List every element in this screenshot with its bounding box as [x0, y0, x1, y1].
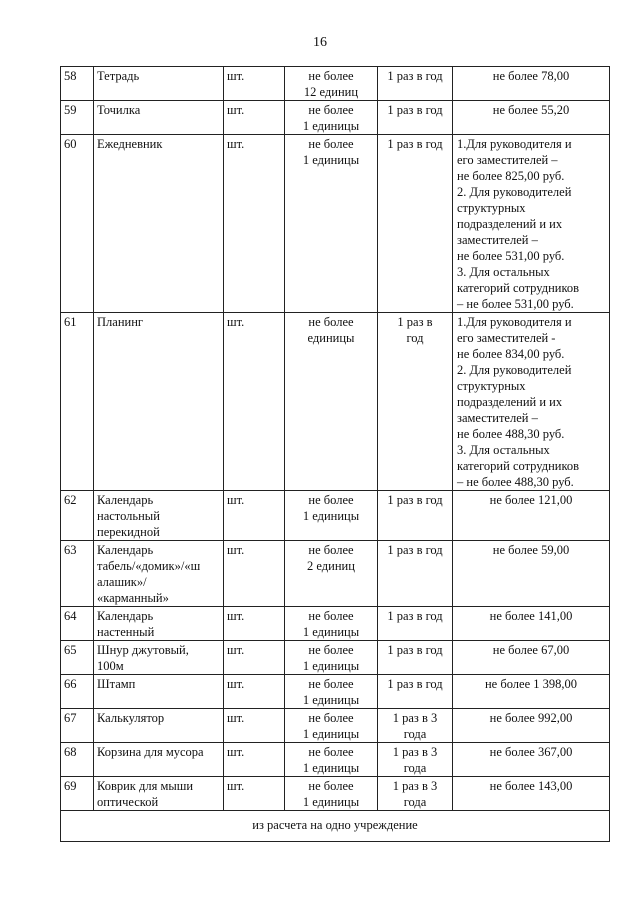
unit: шт.: [224, 541, 285, 607]
item-name: [94, 777, 224, 811]
quantity-line: не более: [308, 779, 354, 793]
quantity-line: 1 единицы: [302, 119, 360, 133]
price-limit: [453, 313, 610, 491]
quantity-line: единицы: [307, 331, 355, 345]
frequency: [378, 491, 453, 541]
frequency-line: 1 раз в 3: [392, 745, 438, 759]
frequency-line: 1 раз в год: [387, 677, 443, 691]
unit: шт.: [224, 675, 285, 709]
row-number: 69: [61, 777, 94, 811]
table-row: [61, 743, 610, 777]
price-line: 2. Для руководителей: [457, 363, 572, 377]
item-name-line: Штамп: [97, 677, 136, 691]
frequency-line: года: [403, 761, 427, 775]
price-line: категорий сотрудников: [457, 281, 580, 295]
frequency: [378, 67, 453, 101]
price-line: структурных: [457, 379, 526, 393]
price-line: не более 1 398,00: [484, 677, 578, 691]
price-limit: [453, 709, 610, 743]
frequency: [378, 675, 453, 709]
price-line: заместителей –: [457, 411, 538, 425]
table-row: [61, 491, 610, 541]
price-line: не более 825,00 руб.: [457, 169, 565, 183]
table-row: [61, 101, 610, 135]
row-number: 59: [61, 101, 94, 135]
row-number: 62: [61, 491, 94, 541]
table-row: [61, 777, 610, 811]
quantity-line: 1 единицы: [302, 659, 360, 673]
footer-note: из расчета на одно учреждение: [61, 811, 610, 842]
quantity: [285, 101, 378, 135]
quantity-line: не более: [308, 137, 354, 151]
price-line: – не более 531,00 руб.: [457, 297, 574, 311]
quantity: [285, 777, 378, 811]
frequency: [378, 313, 453, 491]
price-line: категорий сотрудников: [457, 459, 580, 473]
row-number: 61: [61, 313, 94, 491]
item-name-line: Корзина для мусора: [97, 745, 204, 759]
price-limit: [453, 743, 610, 777]
page-number: 16: [313, 35, 327, 50]
price-line: не более 121,00: [489, 493, 573, 507]
item-name-line: перекидной: [97, 525, 160, 539]
quantity-line: 1 единицы: [302, 153, 360, 167]
item-name: [94, 641, 224, 675]
frequency: [378, 101, 453, 135]
row-number: 68: [61, 743, 94, 777]
quantity-line: не более: [308, 711, 354, 725]
frequency-line: 1 раз в 3: [392, 711, 438, 725]
item-name-line: 100м: [97, 659, 124, 673]
unit: шт.: [224, 313, 285, 491]
frequency: [378, 607, 453, 641]
item-name-line: Календарь: [97, 609, 154, 623]
price-limit: [453, 777, 610, 811]
price-line: подразделений и их: [457, 217, 563, 231]
item-name-line: табель/«домик»/«ш: [97, 559, 201, 573]
frequency: [378, 709, 453, 743]
price-line: 1.Для руководителя и: [457, 137, 572, 151]
item-name-line: Тетрадь: [97, 69, 140, 83]
frequency-line: 1 раз в год: [387, 103, 443, 117]
quantity-line: 12 единиц: [303, 85, 359, 99]
item-name-line: настенный: [97, 625, 155, 639]
quantity: [285, 709, 378, 743]
item-name: [94, 709, 224, 743]
item-name-line: Калькулятор: [97, 711, 165, 725]
quantity-line: 1 единицы: [302, 795, 360, 809]
price-line: не более 488,30 руб.: [457, 427, 565, 441]
frequency-line: 1 раз в 3: [392, 779, 438, 793]
footer-row: [61, 811, 610, 842]
table-row: [61, 541, 610, 607]
quantity-line: не более: [308, 543, 354, 557]
quantity-line: не более: [308, 745, 354, 759]
item-name-line: Точилка: [97, 103, 141, 117]
price-limit: [453, 101, 610, 135]
row-number: 58: [61, 67, 94, 101]
frequency-line: 1 раз в год: [387, 643, 443, 657]
quantity: [285, 675, 378, 709]
item-name: [94, 491, 224, 541]
quantity-line: не более: [308, 103, 354, 117]
quantity-line: 1 единицы: [302, 761, 360, 775]
item-name: [94, 541, 224, 607]
item-name: [94, 607, 224, 641]
quantity-line: не более: [308, 609, 354, 623]
unit: шт.: [224, 101, 285, 135]
item-name: [94, 135, 224, 313]
item-name-line: Ежедневник: [97, 137, 163, 151]
row-number: 60: [61, 135, 94, 313]
item-name-line: Планинг: [97, 315, 144, 329]
quantity-line: 1 единицы: [302, 625, 360, 639]
price-limit: [453, 641, 610, 675]
row-number: 66: [61, 675, 94, 709]
row-number: 64: [61, 607, 94, 641]
unit: шт.: [224, 777, 285, 811]
item-name-line: Коврик для мыши: [97, 779, 194, 793]
price-line: его заместителей -: [457, 331, 556, 345]
price-limit: [453, 541, 610, 607]
price-line: – не более 488,30 руб.: [457, 475, 574, 489]
item-name-line: Календарь: [97, 543, 154, 557]
price-line: не более 143,00: [489, 779, 573, 793]
price-line: не более 834,00 руб.: [457, 347, 565, 361]
quantity-line: не более: [308, 315, 354, 329]
price-line: не более 67,00: [492, 643, 570, 657]
item-name-line: «карманный»: [97, 591, 169, 605]
price-line: не более 78,00: [492, 69, 570, 83]
price-line: не более 992,00: [489, 711, 573, 725]
quantity-line: 1 единицы: [302, 509, 360, 523]
quantity-line: не более: [308, 677, 354, 691]
table-row: [61, 313, 610, 491]
row-number: 67: [61, 709, 94, 743]
price-line: подразделений и их: [457, 395, 563, 409]
frequency-line: 1 раз в: [397, 315, 433, 329]
item-name: [94, 313, 224, 491]
price-line: его заместителей –: [457, 153, 558, 167]
quantity-line: 1 единицы: [302, 693, 360, 707]
price-line: 3. Для остальных: [457, 443, 550, 457]
supplies-table: [60, 66, 610, 842]
unit: шт.: [224, 743, 285, 777]
item-name-line: настольный: [97, 509, 160, 523]
frequency: [378, 743, 453, 777]
price-line: 2. Для руководителей: [457, 185, 572, 199]
quantity: [285, 641, 378, 675]
frequency-line: года: [403, 727, 427, 741]
table-row: [61, 607, 610, 641]
price-line: не более 367,00: [489, 745, 573, 759]
quantity: [285, 67, 378, 101]
quantity-line: не более: [308, 493, 354, 507]
frequency-line: 1 раз в год: [387, 493, 443, 507]
quantity: [285, 743, 378, 777]
quantity: [285, 313, 378, 491]
price-line: 1.Для руководителя и: [457, 315, 572, 329]
price-limit: [453, 607, 610, 641]
table-row: [61, 709, 610, 743]
quantity-line: не более: [308, 643, 354, 657]
table-row: [61, 135, 610, 313]
table-row: [61, 67, 610, 101]
frequency: [378, 641, 453, 675]
price-limit: [453, 675, 610, 709]
item-name-line: алашик»/: [97, 575, 147, 589]
frequency: [378, 135, 453, 313]
unit: шт.: [224, 67, 285, 101]
quantity: [285, 135, 378, 313]
unit: шт.: [224, 135, 285, 313]
frequency: [378, 541, 453, 607]
table-row: [61, 641, 610, 675]
item-name-line: Шнур джутовый,: [97, 643, 189, 657]
unit: шт.: [224, 709, 285, 743]
unit: шт.: [224, 491, 285, 541]
price-limit: [453, 491, 610, 541]
row-number: 63: [61, 541, 94, 607]
unit: шт.: [224, 641, 285, 675]
item-name-line: оптической: [97, 795, 159, 809]
frequency-line: 1 раз в год: [387, 69, 443, 83]
quantity: [285, 541, 378, 607]
price-line: не более 141,00: [489, 609, 573, 623]
item-name-line: Календарь: [97, 493, 154, 507]
frequency: [378, 777, 453, 811]
item-name: [94, 675, 224, 709]
quantity: [285, 491, 378, 541]
price-limit: [453, 135, 610, 313]
frequency-line: год: [406, 331, 424, 345]
frequency-line: года: [403, 795, 427, 809]
quantity-line: 2 единиц: [307, 559, 355, 573]
price-line: структурных: [457, 201, 526, 215]
quantity: [285, 607, 378, 641]
item-name: [94, 743, 224, 777]
price-limit: [453, 67, 610, 101]
table-row: [61, 675, 610, 709]
frequency-line: 1 раз в год: [387, 137, 443, 151]
row-number: 65: [61, 641, 94, 675]
price-line: не более 59,00: [492, 543, 570, 557]
price-line: заместителей –: [457, 233, 538, 247]
price-line: не более 531,00 руб.: [457, 249, 565, 263]
price-line: 3. Для остальных: [457, 265, 550, 279]
item-name: [94, 101, 224, 135]
unit: шт.: [224, 607, 285, 641]
table-body: [61, 67, 610, 811]
price-line: не более 55,20: [492, 103, 570, 117]
item-name: [94, 67, 224, 101]
quantity-line: не более: [308, 69, 354, 83]
frequency-line: 1 раз в год: [387, 543, 443, 557]
quantity-line: 1 единицы: [302, 727, 360, 741]
frequency-line: 1 раз в год: [387, 609, 443, 623]
